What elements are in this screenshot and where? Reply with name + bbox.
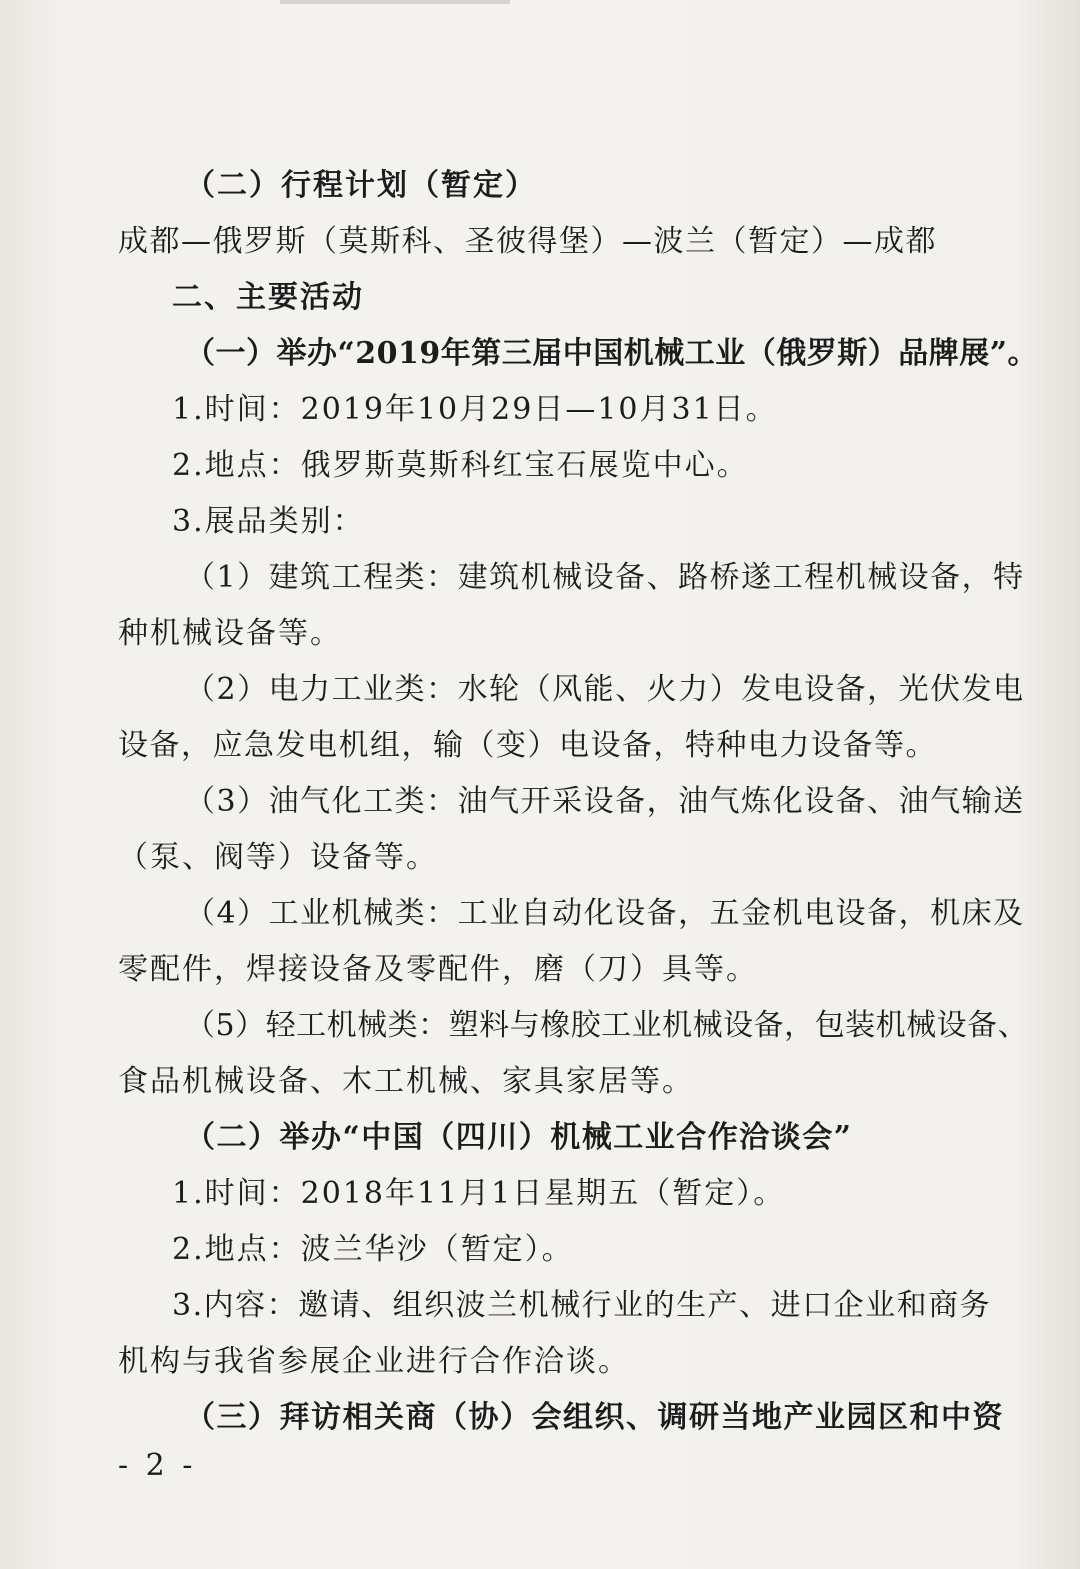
exhibit-categories-label: 3.展品类别： <box>172 504 365 539</box>
heading-main-activities: 二、主要活动 <box>172 280 364 315</box>
exhibition-time: 1.时间：2019年10月29日—10月31日。 <box>172 392 778 427</box>
subheading-brand-exhibition: （一）举办“2019年第三届中国机械工业（俄罗斯）品牌展”。 <box>185 336 1039 371</box>
meeting-location: 2.地点：波兰华沙（暂定）。 <box>172 1232 574 1267</box>
category-power-cont: 设备，应急发电机组，输（变）电设备，特种电力设备等。 <box>118 728 937 763</box>
page-top-edge <box>280 0 510 4</box>
category-oil-gas-cont: （泵、阀等）设备等。 <box>118 840 438 875</box>
subheading-cooperation-meeting: （二）举办“中国（四川）机械工业合作洽谈会” <box>185 1120 853 1155</box>
category-oil-gas: （3）油气化工类：油气开采设备，油气炼化设备、油气输送 <box>185 784 1025 819</box>
category-power: （2）电力工业类：水轮（风能、火力）发电设备，光伏发电 <box>185 672 1025 707</box>
meeting-content: 3.内容：邀请、组织波兰机械行业的生产、进口企业和商务 <box>172 1288 992 1323</box>
meeting-time: 1.时间：2018年11月1日星期五（暂定）。 <box>172 1176 786 1211</box>
category-construction-cont: 种机械设备等。 <box>118 616 342 651</box>
page-number: - 2 - <box>118 1448 197 1483</box>
category-industrial: （4）工业机械类：工业自动化设备，五金机电设备，机床及 <box>185 896 1025 931</box>
category-light-industry-cont: 食品机械设备、木工机械、家具家居等。 <box>118 1064 694 1099</box>
category-light-industry: （5）轻工机械类：塑料与橡胶工业机械设备，包装机械设备、 <box>185 1008 1029 1043</box>
subheading-visits: （三）拜访相关商（协）会组织、调研当地产业园区和中资 <box>185 1400 1004 1435</box>
itinerary-route: 成都—俄罗斯（莫斯科、圣彼得堡）—波兰（暂定）—成都 <box>118 224 937 259</box>
meeting-content-cont: 机构与我省参展企业进行合作洽谈。 <box>118 1344 630 1379</box>
subheading-itinerary: （二）行程计划（暂定） <box>185 168 537 203</box>
category-construction: （1）建筑工程类：建筑机械设备、路桥遂工程机械设备，特 <box>185 560 1025 595</box>
exhibition-location: 2.地点：俄罗斯莫斯科红宝石展览中心。 <box>172 448 749 483</box>
category-industrial-cont: 零配件，焊接设备及零配件，磨（刀）具等。 <box>118 952 758 987</box>
